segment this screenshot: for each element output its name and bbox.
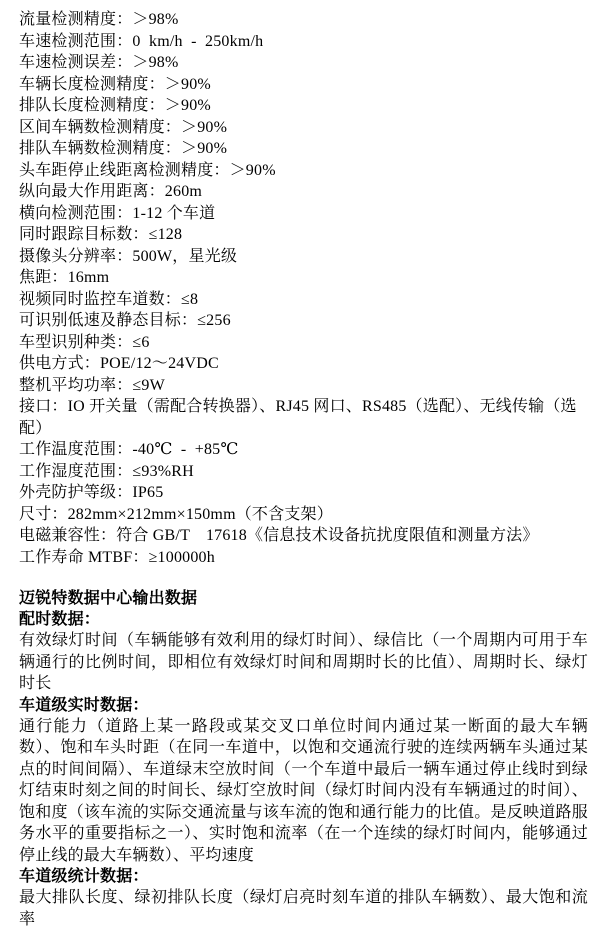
output-data-main-heading: 迈锐特数据中心输出数据 [19,590,198,607]
spec-list [19,9,588,568]
blank-line-separator [19,568,588,588]
spec-line-average-power: 整机平均功率：≤9W [19,376,165,394]
spec-line-max-longitudinal-range: 纵向最大作用距离：260m [19,183,203,200]
lane-statistics-data-heading: 车道级统计数据： [19,868,149,885]
spec-line-emc: 电磁兼容性：符合 GB/T 17618《信息技术设备抗扰度限值和测量方法》 [19,527,539,544]
spec-line-queue-length-accuracy: 排队长度检测精度：＞90% [19,97,211,114]
spec-line-speed-range: 车速检测范围：0 km/h - 250km/h [19,32,264,50]
spec-line-video-lanes: 视频同时监控车道数：≤8 [19,290,199,308]
spec-line-speed-error: 车速检测误差：＞98% [19,54,179,71]
section-lane-statistics-data [19,866,588,930]
lane-realtime-data-body: 通行能力（道路上某一路段或某交叉口单位时间内通过某一断面的最大车辆数）、饱和车头时距（在同一车道中，以饱和交通流行驶的连续两辆车头通过某点的时间间隔）、车道绿末空放时间（一个车道中最后一辆车通过停止线时到绿灯结束时刻之间的时间长、绿灯空放时间（绿灯时间内没有车辆通过的时间）、饱和度（该车流的实际交通流量与该车流的饱和通行能力的比值。是反映道路服务水平的重要指标之一）、实时饱和流率（在一个连续的绿灯时间内，能够通过停止线的最大车辆数）、平均速度 [19,717,588,864]
spec-line-section-vehicle-count-accuracy: 区间车辆数检测精度：＞90% [19,118,228,136]
spec-line-static-targets: 可识别低速及静态目标：≤256 [19,312,231,329]
spec-line-interfaces: 接口：IO 开关量（需配合转换器）、RJ45 网口、RS485（选配）、无线传输（选配） [19,398,577,437]
spec-line-operating-humidity: 工作湿度范围：≤93%RH [19,462,194,480]
section-lane-realtime-data [19,695,588,867]
section-timing-data [19,609,588,695]
spec-line-flow-accuracy: 流量检测精度：＞98% [19,11,179,28]
lane-statistics-data-body: 最大排队长度、绿初排队长度（绿灯启亮时刻车道的排队车辆数）、最大饱和流率 [19,889,588,928]
spec-line-dimensions: 尺寸：282mm×212mm×150mm（不含支架） [19,505,333,523]
spec-line-vehicle-length-accuracy: 车辆长度检测精度：＞90% [19,75,211,93]
spec-line-stopline-distance-accuracy: 头车距停止线距离检测精度：＞90% [19,161,276,179]
timing-data-body: 有效绿灯时间（车辆能够有效利用的绿灯时间）、绿信比（一个周期内可用于车辆通行的比例时间，即相位有效绿灯时间和周期时长的比值）、周期时长、绿灯时长 [19,632,588,692]
spec-line-ip-rating: 外壳防护等级：IP65 [19,484,164,501]
lane-realtime-data-heading: 车道级实时数据： [19,696,149,714]
spec-line-queue-vehicle-count-accuracy: 排队车辆数检测精度：＞90% [19,140,228,157]
spec-line-operating-temperature: 工作温度范围：-40℃ - +85℃ [19,441,239,458]
spec-line-lateral-range: 横向检测范围：1-12 个车道 [19,204,216,222]
spec-line-tracked-targets: 同时跟踪目标数：≤128 [19,226,183,243]
spec-line-focal-length: 焦距：16mm [19,269,110,286]
spec-line-camera-resolution: 摄像头分辨率：500W，星光级 [19,247,238,265]
spec-line-vehicle-types: 车型识别种类：≤6 [19,333,150,351]
spec-line-mtbf: 工作寿命 MTBF：≥100000h [19,548,215,566]
spec-line-power-supply: 供电方式：POE/12～24VDC [19,355,219,372]
timing-data-heading: 配时数据： [19,611,101,628]
